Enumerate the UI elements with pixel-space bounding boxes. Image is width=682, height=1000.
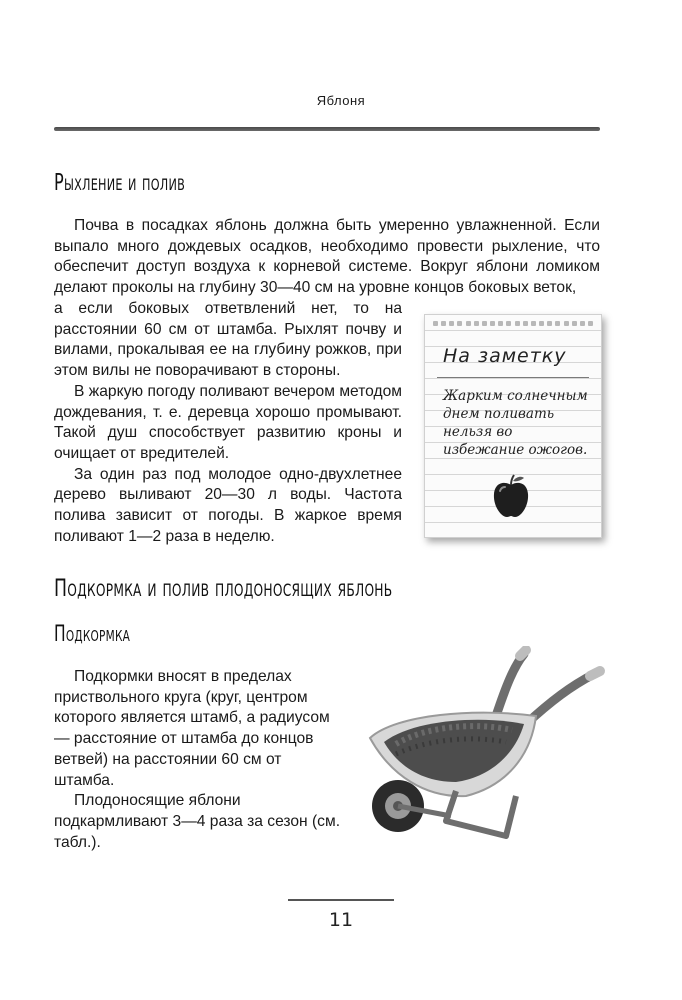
paragraph-4: Подкормки вносят в пределах приствольного круга (круг, центром которого является штамб, а радиусом — расстояние от штамба до концов ветвей) на расстоянии 60 см от штамба.: [54, 668, 330, 789]
apple-icon: [491, 473, 531, 519]
paragraph-1: Почва в посадках яблонь должна быть умеренно увлажненной. Если выпало много дождевых осадков, необходимо провести рыхление, что обеспечит доступ воздуха к корневой системе. Вокруг яблони ломиком делают проколы на глубину 30—40 см на уровне концов боковых веток,: [54, 217, 600, 297]
page-number: 11: [328, 909, 354, 931]
paragraph-2: В жаркую погоду поливают вечером методом дождевания, т. е. деревца хорошо промывают. Такой душ способствует развитию кроны и очищает от вредителей.: [54, 382, 402, 462]
note-title-underline: [437, 377, 589, 378]
paragraph-1-continued: а если боковых ответвлений нет, то на расстоянии 60 см от штамба. Рыхлят почву и вилами, прокалывая ее на глубину рожков, при этом вилы не поворачивают в стороны.: [54, 300, 402, 380]
wheelbarrow-illustration: [356, 646, 616, 846]
subsection-title-feeding: Подкормка: [54, 622, 131, 647]
paragraph-full-width: [54, 216, 600, 299]
paragraph-5: Плодоносящие яблони подкармливают 3—4 раза за сезон (см. табл.).: [54, 792, 341, 851]
paragraph-3: За один раз под молодое одно-двухлетнее дерево выливают 20—30 л воды. Частота полива зависит от погоды. В жаркое время поливают 1—2 раза в неделю.: [54, 465, 402, 545]
header-rule: [54, 127, 600, 131]
note-card: [424, 314, 602, 538]
section-title-loosening: Рыхление и полив: [54, 170, 186, 196]
footer-rule: [288, 899, 394, 901]
paragraph-column-feeding: [54, 667, 342, 853]
note-title: На заметку: [443, 345, 567, 367]
section-title-feeding: Подкормка и полив плодоносящих яблонь: [54, 574, 393, 602]
running-head: Яблоня: [316, 93, 366, 108]
note-text: Жарким солнечным днем поливать нельзя во избежание ожогов.: [443, 388, 588, 458]
note-spiral-holes: [433, 321, 593, 327]
paragraph-column: [54, 299, 402, 547]
